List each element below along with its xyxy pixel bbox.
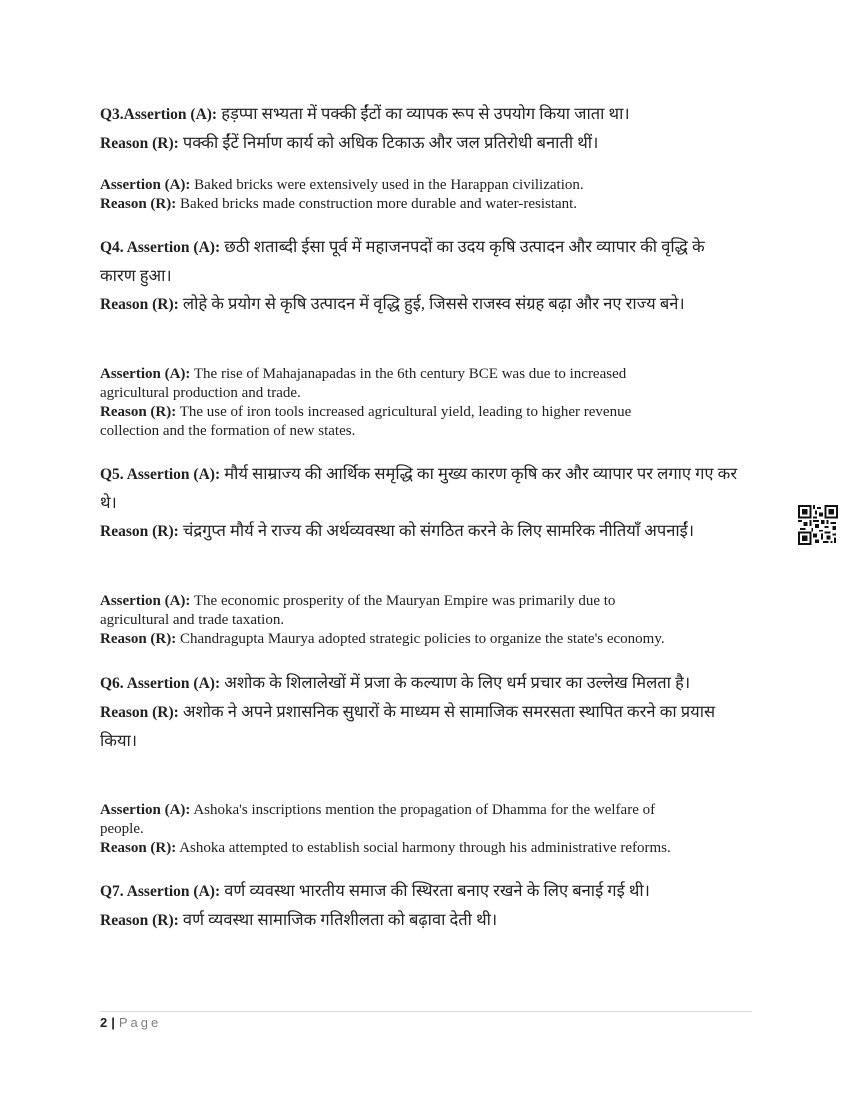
- reason-label: Reason (R):: [100, 912, 179, 929]
- reason-text-cont: collection and the formation of new states.: [100, 423, 356, 439]
- assertion-text: हड़प्पा सभ्यता में पक्की ईंटों का व्यापक रूप से उपयोग किया जाता था।: [221, 104, 630, 123]
- reason-label: Reason (R):: [100, 631, 177, 647]
- assertion-label: Q3.Assertion (A):: [100, 106, 218, 123]
- assertion-text-cont: people.: [100, 821, 144, 837]
- assertion-text-cont: agricultural production and trade.: [100, 385, 301, 401]
- assertion-text: Baked bricks were extensively used in the Harappan civilization.: [194, 177, 584, 193]
- reason-text: चंद्रगुप्त मौर्य ने राज्य की अर्थव्यवस्था को संगठित करने के लिए सामरिक नीतियाँ अपनाईं।: [182, 521, 695, 540]
- reason-label: Reason (R):: [100, 296, 179, 313]
- page-footer: [100, 1015, 161, 1030]
- reason-line: [100, 906, 740, 935]
- q4-hindi: [100, 233, 740, 319]
- assertion-text-cont: agricultural and trade taxation.: [100, 612, 285, 628]
- q6-english: [100, 801, 740, 858]
- reason-line: [100, 630, 740, 649]
- q4-english: [100, 365, 740, 441]
- assertion-text: वर्ण व्यवस्था भारतीय समाज की स्थिरता बनाए रखने के लिए बनाई गई थी।: [224, 881, 650, 900]
- assertion-text: मौर्य साम्राज्य की आर्थिक समृद्धि का मुख्य कारण कृषि कर और व्यापार पर लगाए गए कर थे।: [100, 464, 738, 512]
- reason-text: Chandragupta Maurya adopted strategic policies to organize the state's economy.: [180, 631, 665, 647]
- assertion-label: Q4. Assertion (A):: [100, 239, 221, 256]
- assertion-text: The economic prosperity of the Mauryan Empire was primarily due to: [193, 593, 616, 609]
- reason-line: [100, 839, 740, 858]
- reason-line: [100, 290, 740, 319]
- assertion-line: [100, 460, 740, 517]
- q3-hindi: [100, 100, 740, 158]
- assertion-text: The rise of Mahajanapadas in the 6th century BCE was due to increased: [193, 366, 627, 382]
- assertion-line: [100, 100, 740, 129]
- assertion-text: Ashoka's inscriptions mention the propagation of Dhamma for the welfare of: [193, 802, 656, 818]
- reason-text: पक्की ईंटें निर्माण कार्य को अधिक टिकाऊ और जल प्रतिरोधी बनाती थीं।: [182, 133, 599, 152]
- q5-english: [100, 592, 740, 649]
- reason-label: Reason (R):: [100, 704, 179, 721]
- assertion-label: Q7. Assertion (A):: [100, 883, 221, 900]
- assertion-line: [100, 669, 740, 698]
- q3-english: [100, 176, 740, 214]
- q7-hindi: [100, 877, 740, 935]
- assertion-line: [100, 233, 740, 290]
- assertion-label: Q5. Assertion (A):: [100, 466, 221, 483]
- reason-label: Reason (R):: [100, 196, 177, 212]
- page-label: Page: [118, 1015, 162, 1030]
- reason-text: Baked bricks made construction more durable and water-resistant.: [180, 196, 578, 212]
- footer-divider: [100, 1011, 752, 1012]
- reason-line: [100, 517, 740, 546]
- qr-code-icon: [798, 505, 838, 545]
- reason-text: लोहे के प्रयोग से कृषि उत्पादन में वृद्धि हुई, जिससे राजस्व संग्रह बढ़ा और नए राज्य बने।: [182, 294, 685, 313]
- assertion-line: [100, 176, 740, 195]
- reason-text: अशोक ने अपने प्रशासनिक सुधारों के माध्यम से सामाजिक समरसता स्थापित करने का प्रयास किया।: [100, 702, 716, 750]
- reason-line: [100, 403, 740, 422]
- footer-separator: |: [111, 1015, 115, 1030]
- assertion-label: Assertion (A):: [100, 177, 191, 193]
- reason-text: वर्ण व्यवस्था सामाजिक गतिशीलता को बढ़ावा देती थी।: [182, 910, 498, 929]
- page-number: 2: [100, 1015, 108, 1030]
- q6-hindi: [100, 669, 740, 755]
- reason-label: Reason (R):: [100, 840, 177, 856]
- assertion-label: Assertion (A):: [100, 802, 191, 818]
- assertion-line: [100, 365, 740, 384]
- reason-text: The use of iron tools increased agricultural yield, leading to higher revenue: [179, 404, 632, 420]
- reason-label: Reason (R):: [100, 404, 177, 420]
- reason-line: [100, 698, 740, 755]
- assertion-label: Assertion (A):: [100, 366, 191, 382]
- q5-hindi: [100, 460, 740, 546]
- assertion-text: अशोक के शिलालेखों में प्रजा के कल्याण के लिए धर्म प्रचार का उल्लेख मिलता है।: [224, 673, 691, 692]
- assertion-text: छठी शताब्दी ईसा पूर्व में महाजनपदों का उदय कृषि उत्पादन और व्यापार की वृद्धि के कारण हुआ।: [100, 237, 705, 285]
- reason-label: Reason (R):: [100, 523, 179, 540]
- assertion-line: [100, 877, 740, 906]
- reason-text: Ashoka attempted to establish social harmony through his administrative reforms.: [179, 840, 671, 856]
- reason-label: Reason (R):: [100, 135, 179, 152]
- assertion-line: [100, 801, 740, 820]
- reason-line: [100, 195, 740, 214]
- reason-line: [100, 129, 740, 158]
- assertion-label: Q6. Assertion (A):: [100, 675, 221, 692]
- assertion-line: [100, 592, 740, 611]
- assertion-label: Assertion (A):: [100, 593, 191, 609]
